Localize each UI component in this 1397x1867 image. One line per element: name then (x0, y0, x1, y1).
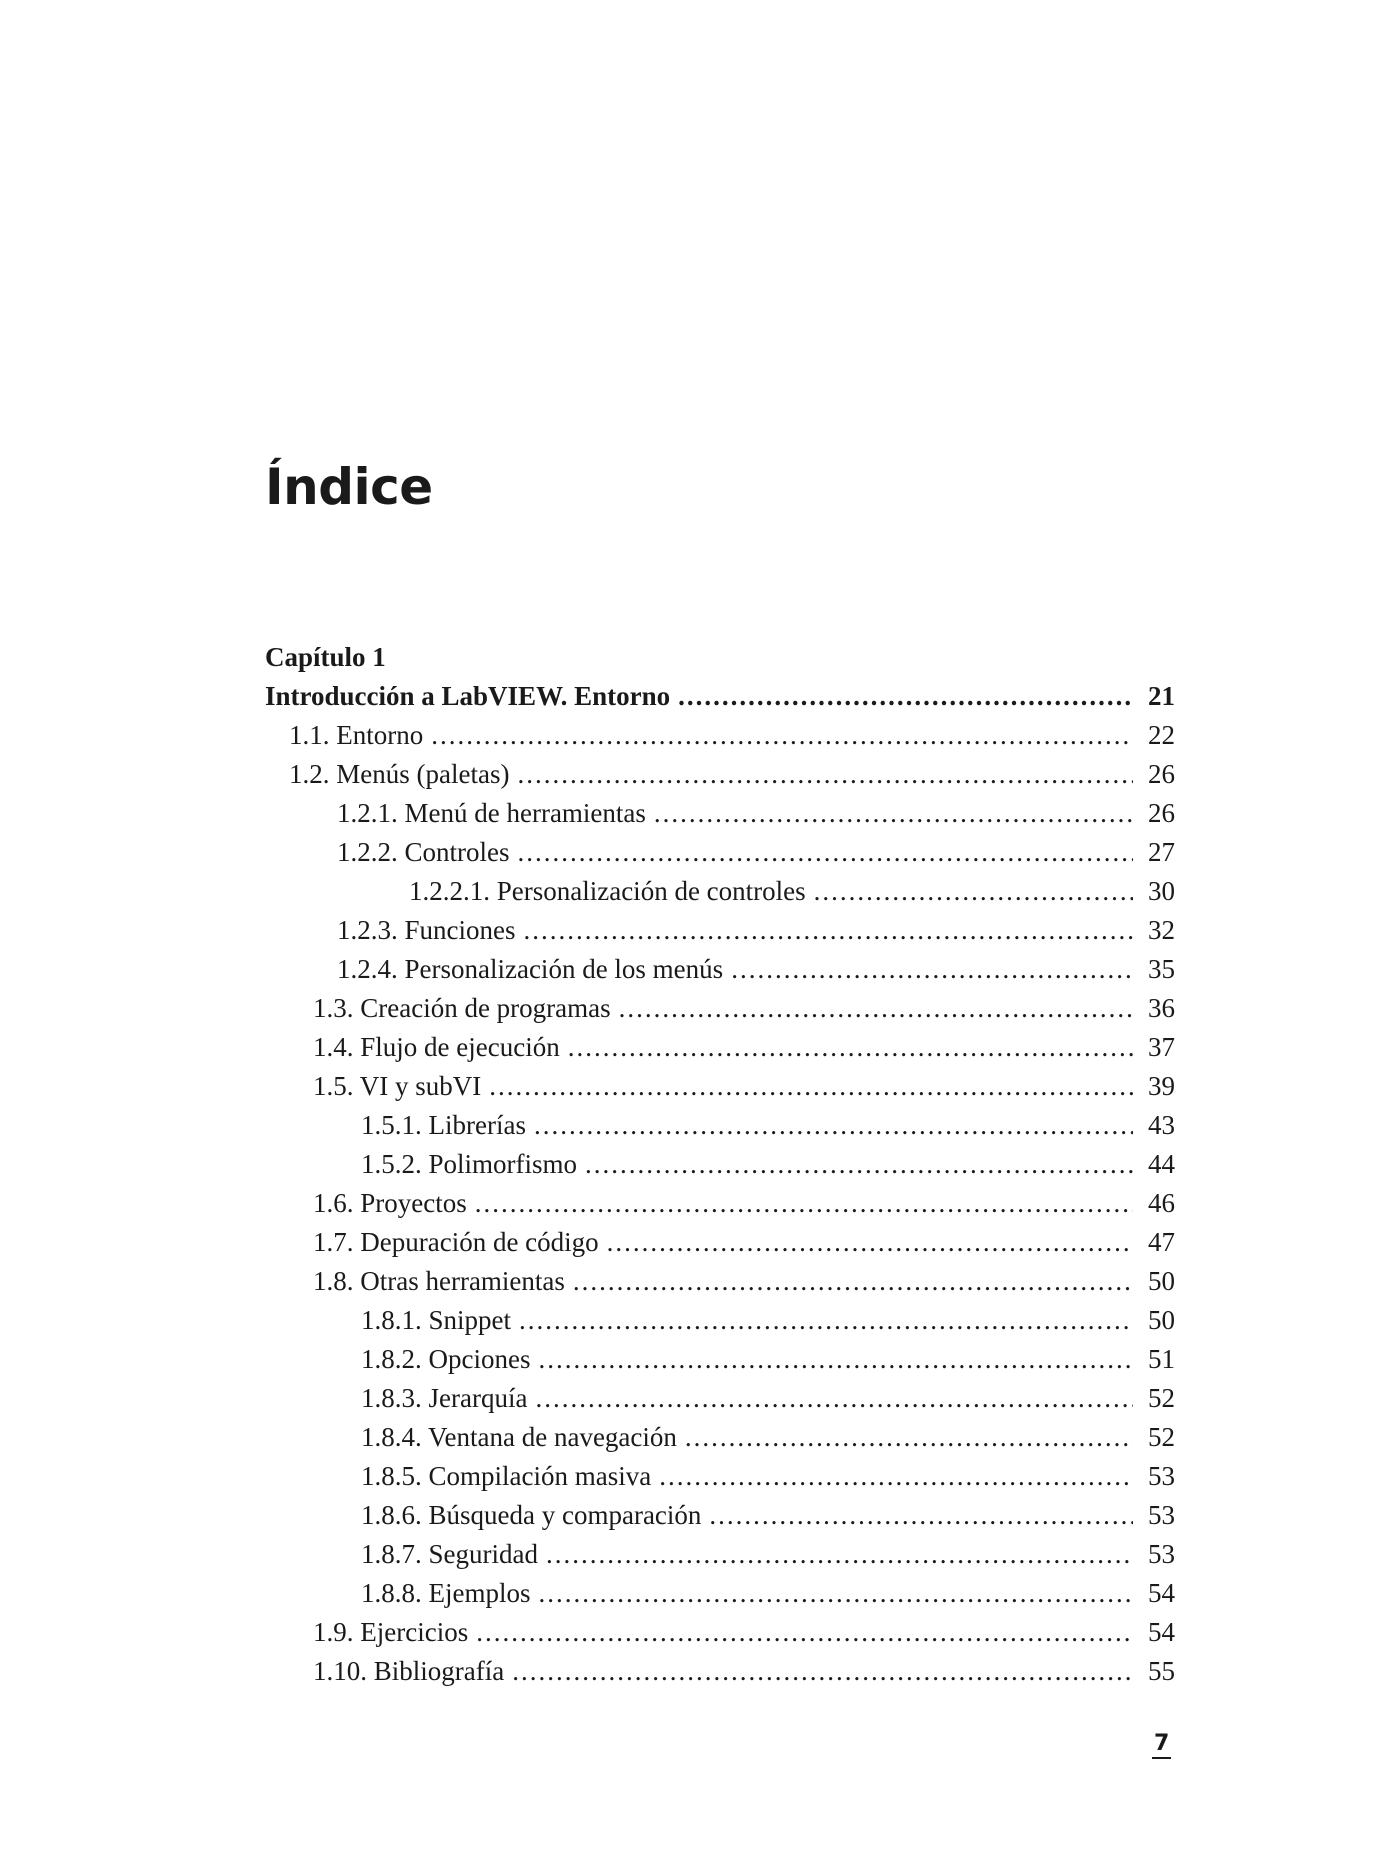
dot-leader (685, 1418, 1133, 1457)
toc-entry-page: 26 (1148, 798, 1175, 828)
toc-entry-page: 43 (1148, 1110, 1175, 1140)
toc-entry-text: 1.5.1. Librerías (361, 1110, 526, 1140)
toc-entry-text: 1.2.1. Menú de herramientas (337, 798, 646, 828)
toc-entry (265, 716, 1175, 755)
toc-entry (265, 1145, 1175, 1184)
toc-entry (265, 1613, 1175, 1652)
toc-entries (265, 716, 1175, 1691)
dot-leader (512, 1652, 1133, 1691)
toc-entry (265, 1574, 1175, 1613)
toc-entry-text: 1.9. Ejercicios (313, 1617, 469, 1647)
toc-entry-page: 39 (1148, 1071, 1175, 1101)
toc-entry (265, 1301, 1175, 1340)
toc-entry-text: 1.8.1. Snippet (361, 1305, 512, 1335)
toc-entry-page: 26 (1148, 759, 1175, 789)
toc-entry-page: 36 (1148, 993, 1175, 1023)
toc-entry-text: 1.3. Creación de programas (313, 993, 611, 1023)
dot-leader (538, 1340, 1133, 1379)
toc-entry-text: 1.8.3. Jerarquía (361, 1383, 528, 1413)
toc-entry-text: 1.10. Bibliografía (313, 1656, 505, 1686)
toc-entry (265, 1418, 1175, 1457)
toc-entry-page: 53 (1148, 1500, 1175, 1530)
table-of-contents (265, 638, 1175, 1691)
toc-entry (265, 1067, 1175, 1106)
toc-entry (265, 989, 1175, 1028)
chapter-title: Introducción a LabVIEW. Entorno (265, 681, 671, 711)
chapter-title-page: 21 (1148, 681, 1175, 711)
toc-entry-page: 22 (1148, 720, 1175, 750)
toc-entry-page: 52 (1148, 1383, 1175, 1413)
toc-entry-page: 35 (1148, 954, 1175, 984)
toc-entry (265, 1535, 1175, 1574)
toc-entry-page: 44 (1148, 1149, 1175, 1179)
toc-entry-text: 1.2.3. Funciones (337, 915, 516, 945)
toc-entry-page: 53 (1148, 1539, 1175, 1569)
toc-entry (265, 1457, 1175, 1496)
dot-leader (519, 1301, 1133, 1340)
dot-leader (517, 755, 1133, 794)
toc-entry-text: 1.2.4. Personalización de los menús (337, 954, 724, 984)
toc-entry (265, 872, 1175, 911)
toc-entry-text: 1.5. VI y subVI (313, 1071, 482, 1101)
toc-entry-text: 1.6. Proyectos (313, 1188, 467, 1218)
dot-leader (814, 872, 1133, 911)
toc-entry-text: 1.8.4. Ventana de navegación (361, 1422, 677, 1452)
toc-entry-page: 54 (1148, 1617, 1175, 1647)
toc-entry (265, 1262, 1175, 1301)
dot-leader (534, 1106, 1133, 1145)
dot-leader (678, 677, 1133, 716)
toc-entry-page: 53 (1148, 1461, 1175, 1491)
toc-entry (265, 833, 1175, 872)
dot-leader (518, 833, 1134, 872)
toc-entry-text: 1.7. Depuración de código (313, 1227, 599, 1257)
dot-leader (585, 1145, 1133, 1184)
toc-entry-text: 1.2.2.1. Personalización de controles (409, 876, 806, 906)
chapter-title-row (265, 677, 1175, 716)
toc-entry (265, 755, 1175, 794)
toc-entry-text: 1.2. Menús (paletas) (289, 759, 510, 789)
toc-entry-text: 1.8.7. Seguridad (361, 1539, 538, 1569)
toc-entry-text: 1.8.6. Búsqueda y comparación (361, 1500, 702, 1530)
dot-leader (475, 1184, 1133, 1223)
dot-leader (568, 1028, 1133, 1067)
dot-leader (546, 1535, 1133, 1574)
toc-entry-page: 46 (1148, 1188, 1175, 1218)
toc-entry (265, 794, 1175, 833)
toc-entry (265, 911, 1175, 950)
toc-entry-text: 1.8.8. Ejemplos (361, 1578, 531, 1608)
page-title: Índice (265, 458, 433, 516)
toc-entry-text: 1.4. Flujo de ejecución (313, 1032, 560, 1062)
toc-entry-page: 54 (1148, 1578, 1175, 1608)
toc-entry-page: 55 (1148, 1656, 1175, 1686)
toc-entry-page: 27 (1148, 837, 1175, 867)
dot-leader (573, 1262, 1133, 1301)
toc-entry-text: 1.8. Otras herramientas (313, 1266, 565, 1296)
toc-entry (265, 1652, 1175, 1691)
toc-entry-text: 1.8.5. Compilación masiva (361, 1461, 652, 1491)
dot-leader (431, 716, 1133, 755)
page-number: 7 (1152, 1732, 1171, 1759)
dot-leader (535, 1379, 1133, 1418)
dot-leader (659, 1457, 1133, 1496)
toc-entry-page: 32 (1148, 915, 1175, 945)
dot-leader (654, 794, 1133, 833)
toc-entry-text: 1.1. Entorno (289, 720, 424, 750)
toc-entry-text: 1.5.2. Polimorfismo (361, 1149, 578, 1179)
toc-entry (265, 950, 1175, 989)
dot-leader (476, 1613, 1133, 1652)
dot-leader (539, 1574, 1134, 1613)
toc-entry-page: 50 (1148, 1266, 1175, 1296)
toc-entry-page: 52 (1148, 1422, 1175, 1452)
toc-entry-text: 1.2.2. Controles (337, 837, 510, 867)
dot-leader (524, 911, 1134, 950)
toc-entry (265, 1379, 1175, 1418)
toc-entry (265, 1184, 1175, 1223)
toc-entry (265, 1340, 1175, 1379)
toc-entry-page: 51 (1148, 1344, 1175, 1374)
chapter-label: Capítulo 1 (265, 642, 386, 672)
toc-entry-page: 50 (1148, 1305, 1175, 1335)
toc-entry (265, 1496, 1175, 1535)
toc-entry-text: 1.8.2. Opciones (361, 1344, 531, 1374)
dot-leader (607, 1223, 1133, 1262)
toc-entry-page: 37 (1148, 1032, 1175, 1062)
toc-entry-page: 47 (1148, 1227, 1175, 1257)
dot-leader (619, 989, 1133, 1028)
toc-entry (265, 1106, 1175, 1145)
dot-leader (489, 1067, 1133, 1106)
dot-leader (709, 1496, 1133, 1535)
toc-entry-page: 30 (1148, 876, 1175, 906)
dot-leader (731, 950, 1133, 989)
toc-entry (265, 1223, 1175, 1262)
toc-entry (265, 1028, 1175, 1067)
